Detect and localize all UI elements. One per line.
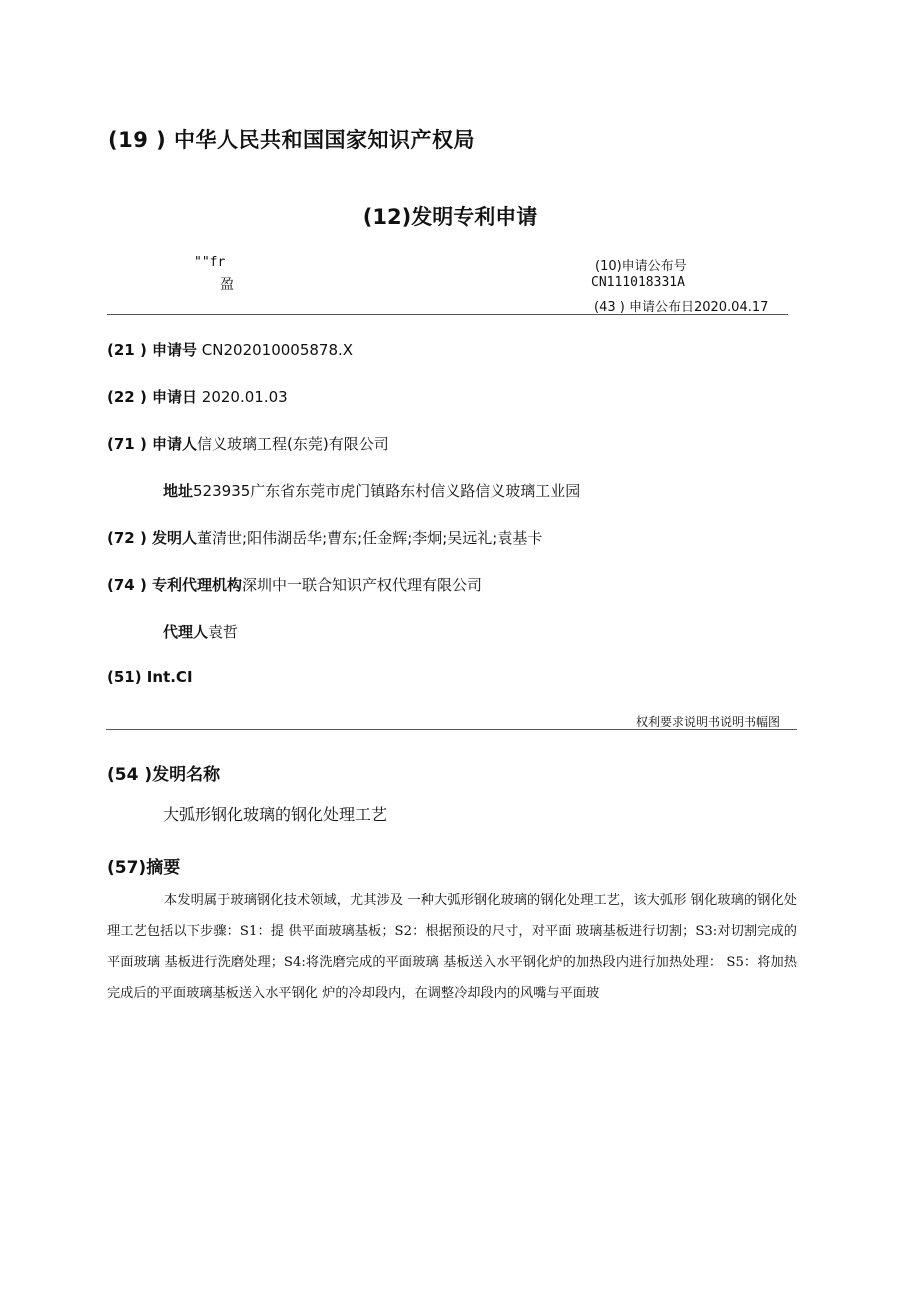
application-date-label: (22 ) 申请日 xyxy=(107,388,198,406)
publication-number-label: (10)申请公布号 xyxy=(595,259,687,274)
stray-text-1: ""fr xyxy=(194,255,226,270)
agent-row xyxy=(163,621,238,642)
invention-title: 大弧形钢化玻璃的钢化处理工艺 xyxy=(163,805,388,824)
application-number: CN202010005878.X xyxy=(197,341,354,359)
agent-label: 代理人 xyxy=(163,623,209,641)
address-value: 523935广东省东莞市虎门镇路东村信义路信义玻璃工业园 xyxy=(193,482,581,500)
application-date: 2020.01.03 xyxy=(197,388,288,406)
inventor-names: 董清世;阳伟湖岳华;曹东;任金辉;李炯;吴远礼;袁基卡 xyxy=(197,529,543,547)
address-label: 地址 xyxy=(163,482,194,500)
agency-row xyxy=(107,574,482,595)
applicant-name: 信义玻璃工程(东莞)有限公司 xyxy=(197,435,389,453)
int-cl-row: (51) Int.CI xyxy=(107,668,193,686)
invention-title-heading: (54 )发明名称 xyxy=(107,765,221,785)
abstract-body: 本发明属于玻璃钢化技术领域，尤其涉及 一种大弧形钢化玻璃的钢化处理工艺，该大弧形 钢化玻璃的钢化处理工艺包括以下步骤：S1：提 供平面玻璃基板；S2：根据预设的尺寸，对平面 玻璃基板进行切割；S3:对切割完成的平面玻璃 基板进行洗磨处理；S4:将洗磨完成的平面玻璃 基板送入水平钢化炉的加热段内进行加热处理： S5：将加热完成后的平面玻璃基板送入水平钢化 炉的冷却段内，在调整冷却段内的风嘴与平面玻 xyxy=(107,893,797,1001)
agency-name: 深圳中一联合知识产权代理有限公司 xyxy=(242,576,483,594)
inventor-row xyxy=(107,527,542,548)
abstract-heading: (57)摘要 xyxy=(107,858,181,878)
inventor-label: (72 ) 发明人 xyxy=(107,529,198,547)
sections-divider xyxy=(106,729,797,730)
document-sections-line: 权利要求说明书说明书幅图 xyxy=(636,715,781,729)
document-type: (12)发明专利申请 xyxy=(362,205,538,229)
application-number-row xyxy=(107,339,353,360)
applicant-row xyxy=(107,433,389,454)
agency-label: (74 ) 专利代理机构 xyxy=(107,576,243,594)
address-row xyxy=(163,480,580,501)
applicant-label: (71 ) 申请人 xyxy=(107,435,198,453)
application-number-label: (21 ) 申请号 xyxy=(107,341,198,359)
agent-name: 袁哲 xyxy=(208,623,239,641)
publication-date: (43 ) 申请公布日2020.04.17 xyxy=(594,300,769,315)
issuing-office: (19 ) 中华人民共和国国家知识产权局 xyxy=(108,128,476,152)
publication-number: CN111018331A xyxy=(591,275,685,290)
application-date-row xyxy=(107,386,288,407)
header-divider xyxy=(107,314,788,315)
stray-text-2: 盈 xyxy=(220,277,234,293)
